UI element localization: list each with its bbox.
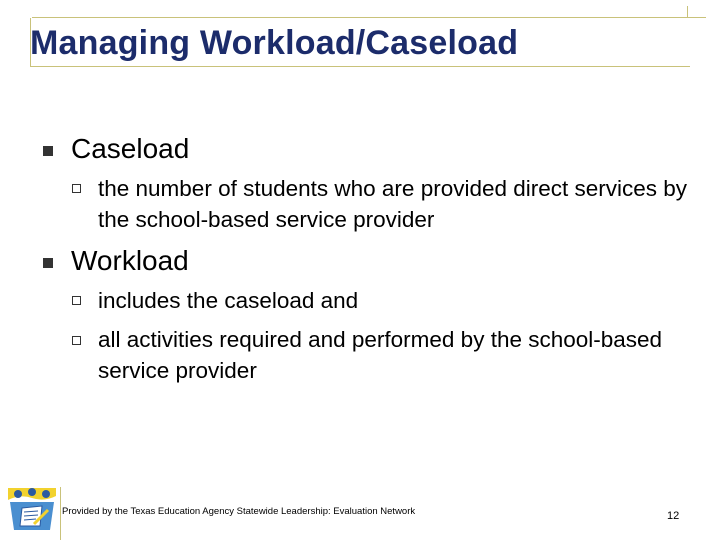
sub-bullet-workload-2: all activities required and performed by the school-based service provider [98, 327, 663, 383]
sub-bullet-box-icon [72, 184, 81, 193]
right-frame-line [687, 6, 688, 18]
bullet-workload: Workload [71, 245, 189, 276]
bullet-square-icon [43, 146, 53, 156]
page-number: 12 [667, 510, 680, 522]
tea-logo-icon [4, 486, 60, 536]
footer-credit: Provided by the Texas Education Agency Statewide Leadership: Evaluation Network [62, 506, 416, 517]
footer-divider [60, 487, 61, 540]
bullet-caseload: Caseload [71, 133, 190, 164]
top-frame-line [32, 17, 706, 18]
sub-bullet-box-icon [72, 296, 81, 305]
sub-bullet-workload-1: includes the caseload and [98, 288, 359, 313]
sub-bullet-box-icon [72, 336, 81, 345]
bullet-square-icon [43, 258, 53, 268]
title-underline [30, 66, 690, 67]
sub-bullet-caseload-definition: the number of students who are provided direct services by the school-based service provider [98, 176, 688, 232]
slide-title: Managing Workload/Caseload [30, 24, 519, 62]
